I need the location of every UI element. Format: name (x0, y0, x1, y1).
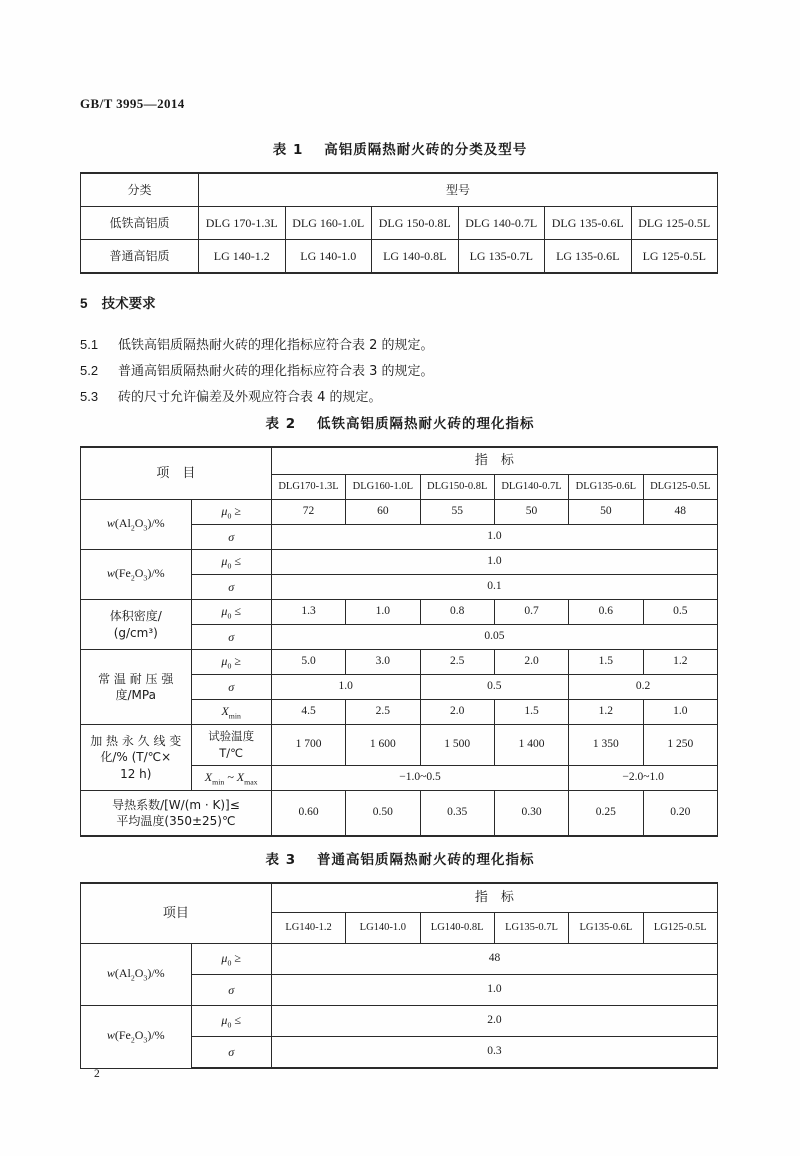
table2-item-fe2o3: $w(Fe_2O_3)/\%$ (81, 550, 192, 600)
table2-item-bulk-density (81, 600, 192, 650)
table-row (81, 600, 718, 625)
table3 (80, 882, 718, 1069)
table2-item-cold-crushing-line2: 度/MPa (115, 688, 156, 702)
table-cell: −2.0~1.0 (569, 766, 718, 791)
table1-caption (80, 138, 720, 158)
table-cell: 1 350 (569, 725, 643, 766)
table1-row0-label: 低铁高铝质 (81, 207, 199, 240)
table2-model-4: DLG135-0.6L (569, 475, 643, 500)
table2-item-tc-line1: 导热系数/[W/(m · K)]≤ (112, 797, 240, 812)
table2-sym-mu0-le: $\mu_0$ ≤ (191, 600, 271, 625)
standard-code-header: GB/T 3995—2014 (80, 96, 185, 111)
table2-item-tc-line2: 平均温度(350±25)℃ (116, 814, 236, 828)
table-cell: 3.0 (346, 650, 420, 675)
table-row (81, 725, 718, 766)
table3-header-row-1 (81, 883, 718, 913)
clause-5-2-text: 普通高铝质隔热耐火砖的理化指标应符合表 3 的规定。 (118, 364, 434, 379)
table-row (81, 500, 718, 525)
table-cell: 55 (420, 500, 494, 525)
table2-item-cold-crushing (81, 650, 192, 725)
table-cell: DLG 140-0.7L (458, 207, 545, 240)
table3-caption (80, 848, 720, 868)
table-cell: 0.5 (643, 600, 717, 625)
table2-item-al2o3: $w(Al_2O_3)/\%$ (81, 500, 192, 550)
table2-sym-sigma: σ (191, 525, 271, 550)
table3-sym-mu0-ge: $\mu_0$ ≥ (191, 944, 271, 975)
table-row (81, 650, 718, 675)
table2-sym-sigma: σ (191, 575, 271, 600)
table2-model-5: DLG125-0.5L (643, 475, 717, 500)
table-cell: 2.0 (271, 1006, 717, 1037)
table-cell: 60 (346, 500, 420, 525)
table2-sym-sigma: σ (191, 625, 271, 650)
table1-block (80, 138, 720, 274)
table-cell: 1 400 (494, 725, 568, 766)
table-row (81, 944, 718, 975)
table3-model-2: LG140-0.8L (420, 913, 494, 944)
table-cell: 0.60 (271, 791, 345, 837)
table2-item-bulk-density-line1: 体积密度/ (109, 609, 162, 624)
table2-model-0: DLG170-1.3L (271, 475, 345, 500)
table2-caption-label: 表 2 (265, 416, 297, 432)
table-cell: 0.8 (420, 600, 494, 625)
table2 (80, 446, 718, 837)
table1-header-row (81, 173, 718, 207)
table3-header-item: 项目 (81, 883, 272, 944)
table-cell: LG 140-1.2 (199, 240, 286, 274)
table1-header-class: 分类 (81, 173, 199, 207)
table3-sym-sigma: σ (191, 1037, 271, 1069)
clause-5-3-number: 5.3 (80, 389, 99, 404)
table2-sym-mu0-ge: $\mu_0$ ≥ (191, 650, 271, 675)
table-cell: 2.5 (420, 650, 494, 675)
table-cell: 4.5 (271, 700, 345, 725)
table2-sym-mu0-le: $\mu_0$ ≤ (191, 550, 271, 575)
page-number: 2 (94, 1068, 100, 1080)
table-cell: DLG 135-0.6L (545, 207, 632, 240)
table2-model-3: DLG140-0.7L (494, 475, 568, 500)
section-5-number: 5 (80, 296, 88, 311)
table2-sym-xmin-xmax: $X_{min}$ ~ $X_{max}$ (191, 766, 271, 791)
table-row (81, 240, 718, 274)
table-cell: 5.0 (271, 650, 345, 675)
table-cell: 0.05 (271, 625, 717, 650)
table-cell: DLG 170-1.3L (199, 207, 286, 240)
table-cell: 0.7 (494, 600, 568, 625)
table2-item-plc-line1: 加 热 永 久 线 变 (90, 734, 182, 749)
table-cell: 2.0 (420, 700, 494, 725)
table-cell: 1 600 (346, 725, 420, 766)
clause-5-2-number: 5.2 (80, 363, 99, 378)
table-row (81, 550, 718, 575)
table-cell: 1.5 (569, 650, 643, 675)
table-cell: DLG 125-0.5L (631, 207, 718, 240)
table-cell: 1.0 (643, 700, 717, 725)
table2-item-plc-line3: 12 h) (120, 766, 152, 781)
table-cell: LG 135-0.6L (545, 240, 632, 274)
table-cell: 1.0 (271, 525, 717, 550)
table2-sym-test-temp-line2: T/℃ (219, 746, 244, 760)
table2-item-bulk-density-line2: (g/cm³) (113, 625, 158, 640)
table-cell: 0.2 (569, 675, 718, 700)
table-cell: DLG 160-1.0L (285, 207, 372, 240)
section-5-title: 技术要求 (101, 296, 156, 312)
table1-caption-label: 表 1 (272, 142, 304, 158)
table2-header-item: 项 目 (81, 447, 272, 500)
table-cell: 1.2 (643, 650, 717, 675)
table-cell: LG 135-0.7L (458, 240, 545, 274)
table1-row1-label: 普通高铝质 (81, 240, 199, 274)
table-cell: 1 250 (643, 725, 717, 766)
table2-item-thermal-conductivity (81, 791, 272, 837)
table-cell: 0.35 (420, 791, 494, 837)
table-cell: LG 140-1.0 (285, 240, 372, 274)
table2-header-row-1 (81, 447, 718, 475)
table-cell: −1.0~0.5 (271, 766, 568, 791)
table3-model-4: LG135-0.6L (569, 913, 643, 944)
table2-caption (80, 412, 720, 432)
table2-sym-xmin: $X_{min}$ (191, 700, 271, 725)
table2-block (80, 412, 720, 837)
table3-model-3: LG135-0.7L (494, 913, 568, 944)
table-cell: 1.0 (271, 975, 717, 1006)
table2-sym-mu0-ge: $\mu_0$ ≥ (191, 500, 271, 525)
table-cell: 2.0 (494, 650, 568, 675)
clause-5-2 (80, 360, 434, 379)
table3-model-1: LG140-1.0 (346, 913, 420, 944)
table2-item-cold-crushing-line1: 常 温 耐 压 强 (98, 671, 174, 686)
table3-caption-text: 普通高铝质隔热耐火砖的理化指标 (316, 852, 535, 868)
table-cell: 0.25 (569, 791, 643, 837)
table-cell: 72 (271, 500, 345, 525)
table2-header-index: 指 标 (271, 447, 717, 475)
table-cell: 48 (643, 500, 717, 525)
table-row (81, 791, 718, 837)
table-cell: 48 (271, 944, 717, 975)
table-cell: 1.0 (271, 550, 717, 575)
table-cell: DLG 150-0.8L (372, 207, 459, 240)
clause-5-1-text: 低铁高铝质隔热耐火砖的理化指标应符合表 2 的规定。 (118, 338, 434, 353)
table3-item-fe2o3: $w(Fe_2O_3)/\%$ (81, 1006, 192, 1069)
table-cell: LG 140-0.8L (372, 240, 459, 274)
table-cell: 1.0 (346, 600, 420, 625)
table-cell: 2.5 (346, 700, 420, 725)
table-cell: LG 125-0.5L (631, 240, 718, 274)
table3-sym-sigma: σ (191, 975, 271, 1006)
table-cell: 0.5 (420, 675, 569, 700)
table3-block (80, 848, 720, 1069)
table-cell: 0.6 (569, 600, 643, 625)
table-cell: 1 500 (420, 725, 494, 766)
table-cell: 1 700 (271, 725, 345, 766)
table-cell: 0.3 (271, 1037, 717, 1069)
clause-5-3 (80, 386, 382, 405)
table-cell: 1.5 (494, 700, 568, 725)
clause-5-3-text: 砖的尺寸允许偏差及外观应符合表 4 的规定。 (118, 390, 382, 405)
table3-model-0: LG140-1.2 (271, 913, 345, 944)
table2-item-plc (81, 725, 192, 791)
table2-caption-text: 低铁高铝质隔热耐火砖的理化指标 (316, 416, 535, 432)
table-cell: 0.1 (271, 575, 717, 600)
table2-item-plc-line2: 化/% (T/℃× (100, 750, 172, 765)
table-row (81, 207, 718, 240)
table1 (80, 172, 718, 274)
table2-sym-test-temp-line1: 试验温度 (208, 729, 255, 744)
table-cell: 50 (569, 500, 643, 525)
table1-caption-text: 高铝质隔热耐火砖的分类及型号 (324, 142, 528, 158)
table-cell: 0.20 (643, 791, 717, 837)
section-5-heading (80, 292, 156, 312)
table-cell: 0.50 (346, 791, 420, 837)
clause-5-1-number: 5.1 (80, 337, 99, 352)
table2-sym-test-temp (191, 725, 271, 766)
table-cell: 0.30 (494, 791, 568, 837)
table3-caption-label: 表 3 (265, 852, 297, 868)
table-cell: 1.0 (271, 675, 420, 700)
table3-header-index: 指 标 (271, 883, 717, 913)
table-cell: 50 (494, 500, 568, 525)
table3-model-5: LG125-0.5L (643, 913, 717, 944)
table-row (81, 1006, 718, 1037)
table1-header-model: 型号 (199, 173, 718, 207)
table-cell: 1.3 (271, 600, 345, 625)
table2-model-2: DLG150-0.8L (420, 475, 494, 500)
table3-sym-mu0-le: $\mu_0$ ≤ (191, 1006, 271, 1037)
table2-model-1: DLG160-1.0L (346, 475, 420, 500)
table2-sym-sigma: σ (191, 675, 271, 700)
table-cell: 1.2 (569, 700, 643, 725)
table3-item-al2o3: $w(Al_2O_3)/\%$ (81, 944, 192, 1006)
clause-5-1 (80, 334, 434, 353)
